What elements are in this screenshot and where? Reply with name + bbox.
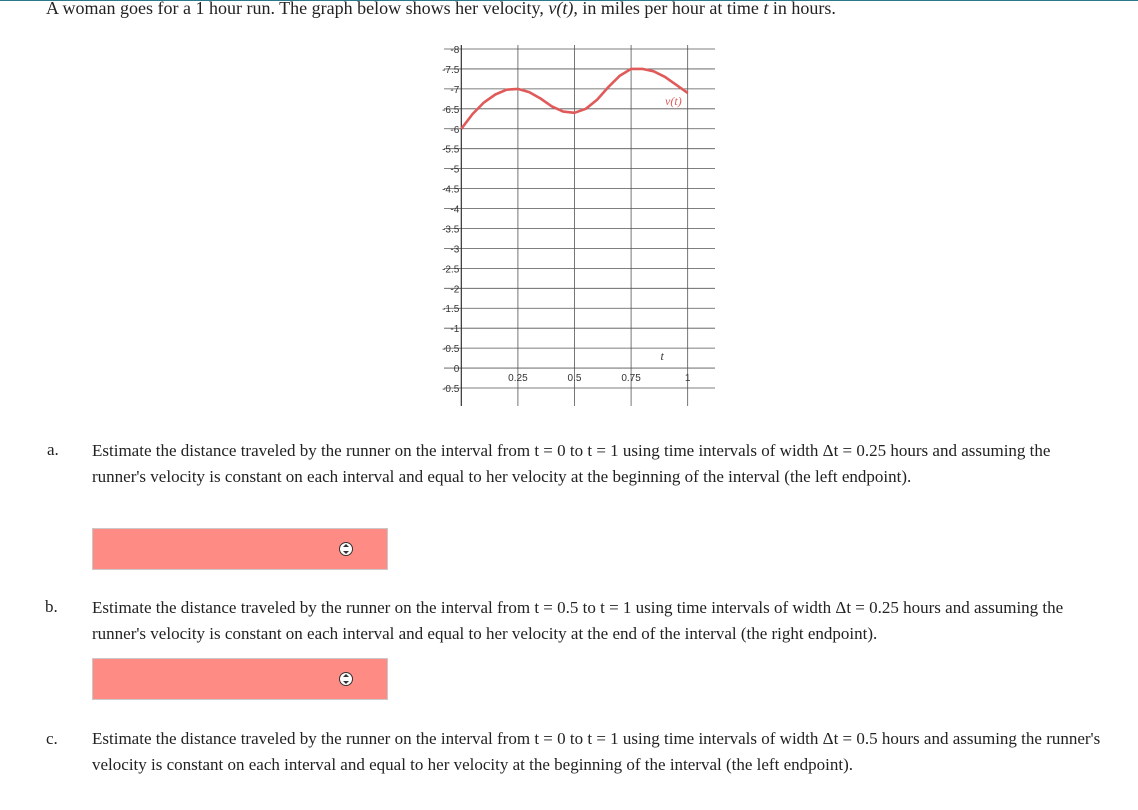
x-tick-label: 1 bbox=[684, 373, 691, 385]
chart-svg bbox=[414, 38, 724, 408]
y-tick-label: -6 bbox=[450, 124, 460, 136]
x-tick-label: 0.25 bbox=[508, 373, 528, 385]
y-tick-label: -0.5 bbox=[442, 344, 460, 356]
answer-b-select[interactable] bbox=[92, 658, 388, 700]
select-arrows-icon bbox=[339, 672, 353, 686]
intro-text-3: in hours. bbox=[768, 0, 836, 18]
x-axis-label: t bbox=[660, 349, 664, 364]
y-tick-label: -0.5 bbox=[442, 384, 460, 395]
curve-label: v(t) bbox=[665, 93, 682, 108]
intro-text-2: , in miles per hour at time bbox=[573, 0, 764, 18]
question-b-letter: b. bbox=[45, 597, 58, 616]
y-tick-label: -2 bbox=[450, 284, 460, 296]
y-tick-label: 0 bbox=[453, 364, 460, 376]
y-tick-label: -3.5 bbox=[442, 224, 460, 236]
question-a-text: Estimate the distance traveled by the runner on the interval from t = 0 to t = 1 using time intervals of width Δt = 0.25 hours and assuming the runner's velocity is constant on each interval and equal to her velocity at the beginning of the interval (the left endpoint). bbox=[92, 441, 1051, 486]
intro-vt: v(t) bbox=[548, 0, 574, 18]
y-tick-label: -2.5 bbox=[442, 264, 460, 276]
question-b-text: Estimate the distance traveled by the runner on the interval from t = 0.5 to t = 1 using time intervals of width Δt = 0.25 hours and assuming the runner's velocity is constant on each interval and equal to her velocity at the end of the interval (the right endpoint). bbox=[92, 598, 1064, 643]
y-tick-label: -5 bbox=[450, 164, 460, 176]
y-tick-label: -4 bbox=[450, 204, 460, 216]
y-tick-label: -8 bbox=[450, 45, 460, 56]
y-tick-label: -1.5 bbox=[442, 304, 460, 316]
velocity-chart bbox=[414, 38, 724, 408]
y-tick-label: -6.5 bbox=[442, 104, 460, 116]
question-c-text: Estimate the distance traveled by the runner on the interval from t = 0 to t = 1 using time intervals of width Δt = 0.5 hours and assuming the runner's velocity is constant on each interval and equal to her velocity at the beginning of the interval (the left endpoint). bbox=[92, 729, 1101, 774]
y-tick-label: -7.5 bbox=[442, 64, 460, 76]
y-tick-label: -1 bbox=[450, 324, 460, 336]
question-c-letter: c. bbox=[46, 729, 58, 748]
question-a-letter: a. bbox=[47, 440, 59, 459]
problem-intro bbox=[46, 0, 836, 19]
y-tick-label: -4.5 bbox=[442, 184, 460, 196]
select-arrows-icon bbox=[339, 542, 353, 556]
intro-t: t bbox=[763, 0, 769, 18]
intro-text-1: A woman goes for a 1 hour run. The graph below shows her velocity, bbox=[46, 0, 549, 18]
y-tick-label: -5.5 bbox=[442, 144, 460, 156]
y-tick-label: -7 bbox=[450, 84, 460, 96]
answer-a-select[interactable] bbox=[92, 528, 388, 570]
y-tick-label: -3 bbox=[450, 244, 460, 256]
x-tick-label: 0.75 bbox=[621, 373, 641, 385]
x-tick-label: 0.5 bbox=[567, 373, 582, 385]
